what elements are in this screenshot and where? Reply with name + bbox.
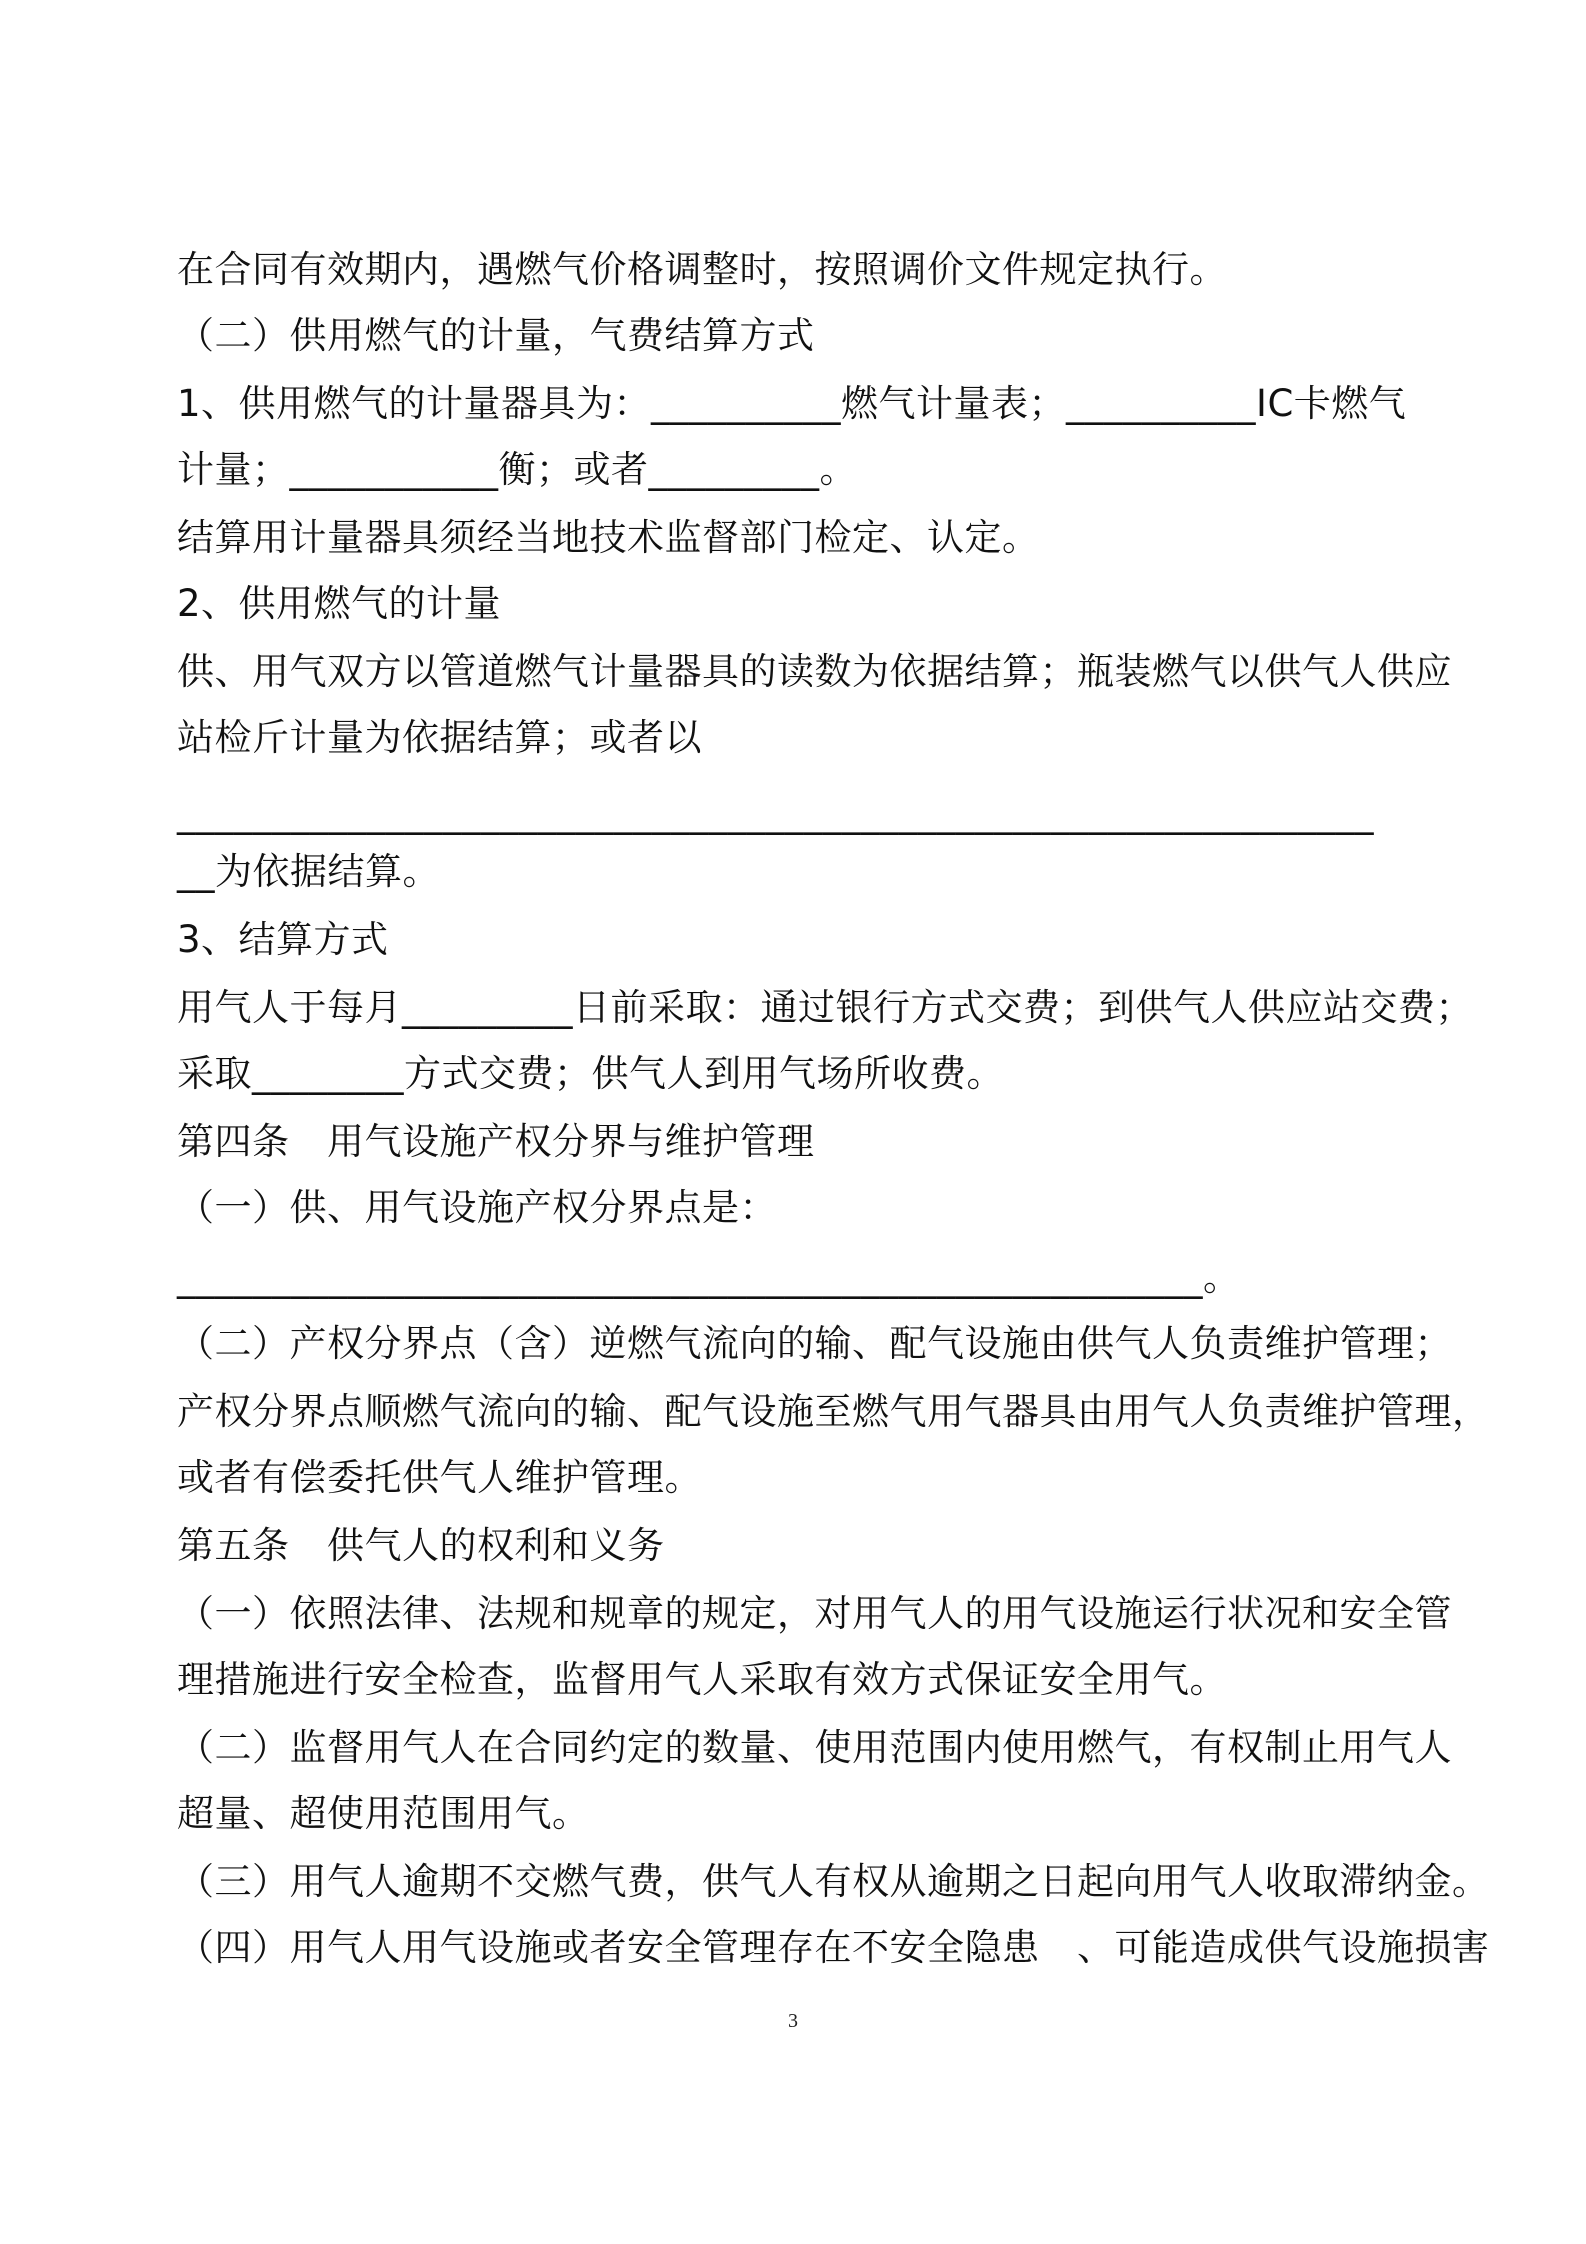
page-number: 3 <box>788 2010 798 2032</box>
body-text-line: 供、用气双方以管道燃气计量器具的读数为依据结算；瓶装燃气以供气人供应 <box>177 650 1452 693</box>
body-text-line: 用气人于每月_________日前采取：通过银行方式交费；到供气人供应站交费； <box>177 986 1473 1029</box>
body-text-line: __为依据结算。 <box>177 850 440 893</box>
body-text-line: （二）监督用气人在合同约定的数量、使用范围内使用燃气，有权制止用气人 <box>177 1726 1452 1769</box>
body-text-line: 理措施进行安全检查，监督用气人采取有效方式保证安全用气。 <box>177 1658 1227 1701</box>
body-text-line: （二）产权分界点（含）逆燃气流向的输、配气设施由供气人负责维护管理； <box>177 1322 1452 1365</box>
article-heading: 第四条 用气设施产权分界与维护管理 <box>177 1120 815 1163</box>
body-text-line: 1、供用燃气的计量器具为：__________燃气计量表；__________IC卡燃气 <box>177 382 1407 425</box>
body-text-line: （一）供、用气设施产权分界点是： <box>177 1186 777 1229</box>
body-text-line: 或者有偿委托供气人维护管理。 <box>177 1456 702 1499</box>
body-text-line: 站检斤计量为依据结算；或者以 <box>177 716 702 759</box>
body-text-line: 结算用计量器具须经当地技术监督部门检定、认定。 <box>177 516 1040 559</box>
body-text-line: （四）用气人用气设施或者安全管理存在不安全隐患 、可能造成供气设施损害 <box>177 1926 1490 1969</box>
body-text-line: 产权分界点顺燃气流向的输、配气设施至燃气用气器具由用气人负责维护管理， <box>177 1390 1490 1433</box>
body-text-line: 计量；___________衡；或者_________。 <box>177 448 857 491</box>
body-text-line: 采取________方式交费；供气人到用气场所收费。 <box>177 1052 1004 1095</box>
body-text-line: 超量、超使用范围用气。 <box>177 1792 590 1835</box>
body-text-line: （三）用气人逾期不交燃气费，供气人有权从逾期之日起向用气人收取滞纳金。 <box>177 1860 1490 1903</box>
blank-fill-line: _______________________________________________________________ <box>177 792 1374 835</box>
body-text-line: 在合同有效期内，遇燃气价格调整时，按照调价文件规定执行。 <box>177 248 1227 291</box>
section-heading: （二）供用燃气的计量，气费结算方式 <box>177 314 815 357</box>
section-heading: 3、结算方式 <box>177 918 389 961</box>
blank-fill-line: ______________________________________________________。 <box>177 1256 1241 1299</box>
article-heading: 第五条 供气人的权利和义务 <box>177 1524 665 1567</box>
body-text-line: （一）依照法律、法规和规章的规定，对用气人的用气设施运行状况和安全管 <box>177 1592 1452 1635</box>
section-heading: 2、供用燃气的计量 <box>177 582 502 625</box>
